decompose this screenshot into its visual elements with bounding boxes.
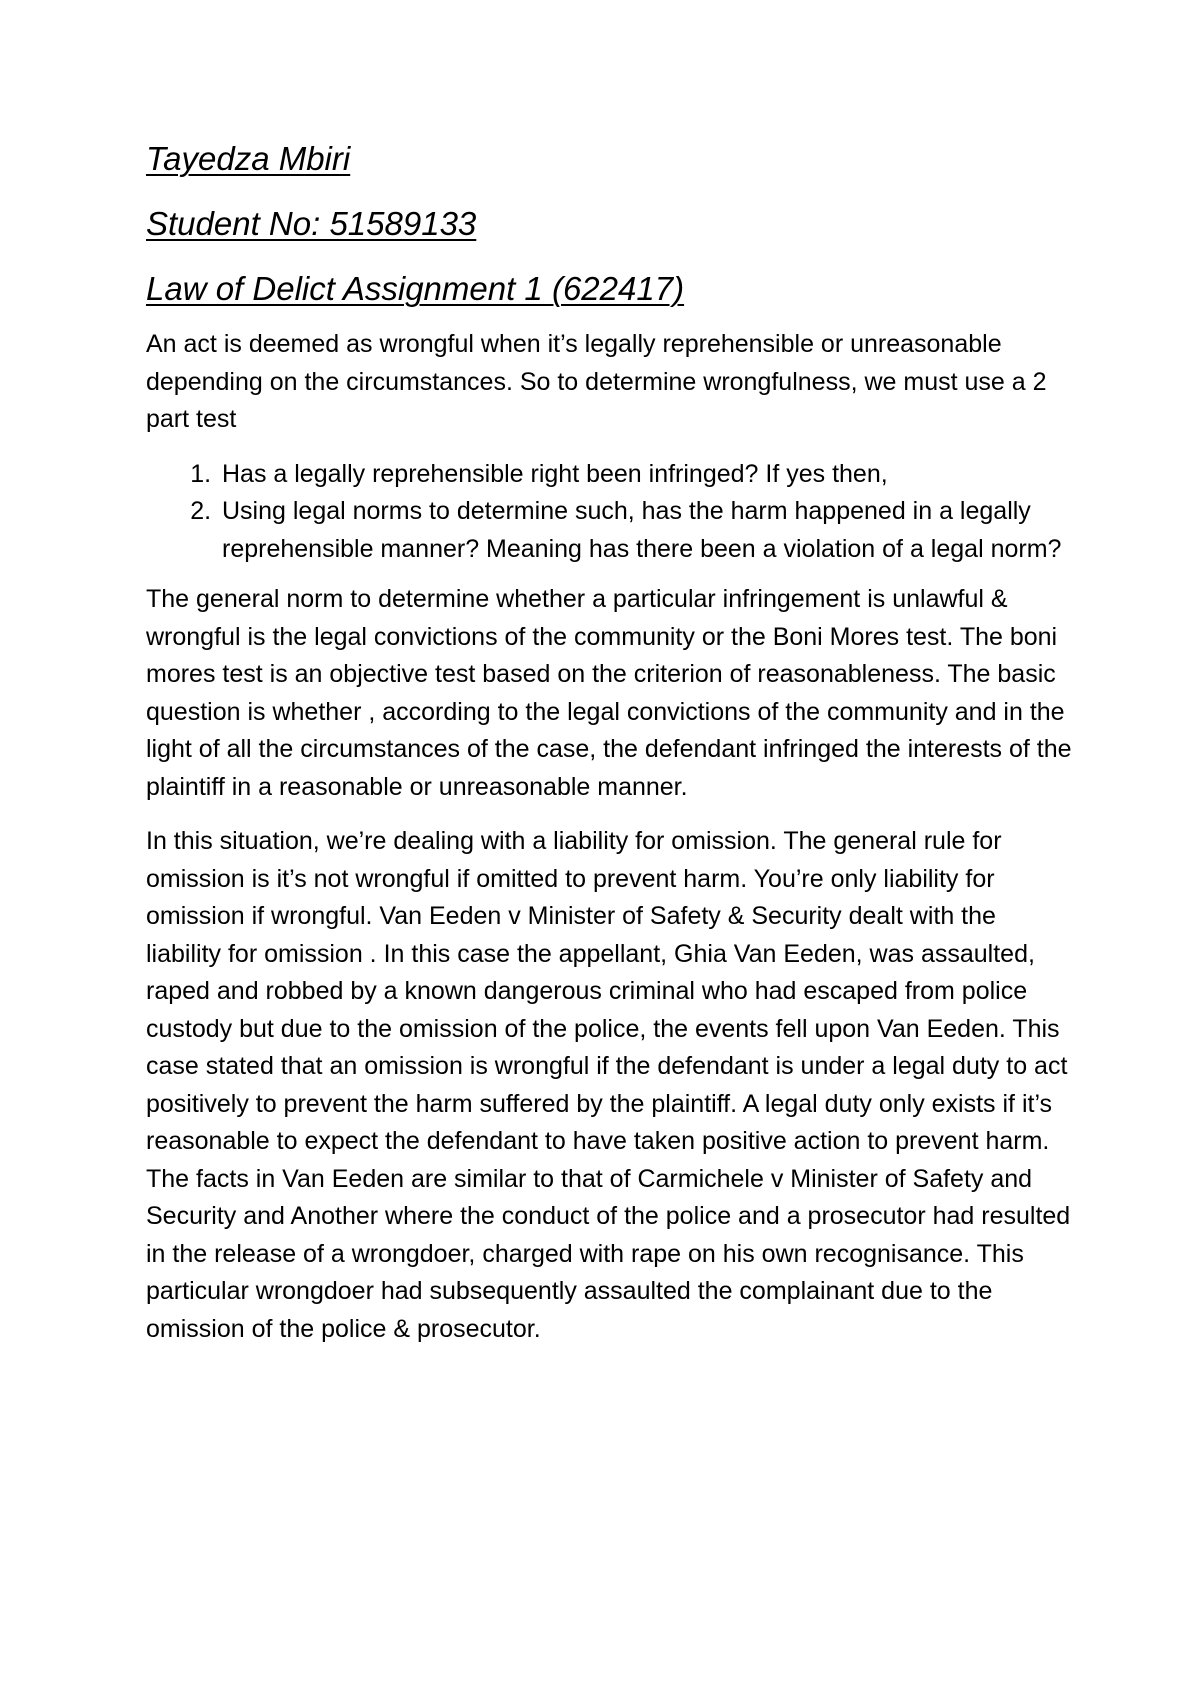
list-item: 1. Has a legally reprehensible right been infringed? If yes then, — [218, 456, 1076, 494]
assignment-title: Law of Delict Assignment 1 (622417) — [146, 270, 685, 307]
student-number: Student No: 51589133 — [146, 205, 477, 242]
list-item: 2. Using legal norms to determine such, has the harm happened in a legally reprehensible manner? Meaning has there been a violation of a legal norm? — [218, 493, 1076, 568]
boni-mores-paragraph: The general norm to determine whether a particular infringement is unlawful & wrongful is the legal convictions of the community or the Boni Mores test. The boni mores test is an objective test based on the criterion of reasonableness. The basic question is whether , according to the legal convictions of the community and in the light of all the circumstances of the case, the defendant infringed the interests of the plaintiff in a reasonable or unreasonable manner. — [146, 585, 1072, 801]
author-name: Tayedza Mbiri — [146, 140, 351, 177]
intro-paragraph: An act is deemed as wrongful when it’s legally reprehensible or unreasonable depending on the circumstances. So to determine wrongfulness, we must use a 2 part test — [146, 330, 1047, 433]
document-body — [146, 140, 1076, 1365]
omission-paragraph: In this situation, we’re dealing with a liability for omission. The general rule for omission is it’s not wrongful if omitted to prevent harm. You’re only liability for omission if wrongful. Van Eeden v Minister of Safety & Security dealt with the liability for omission . In this case the appellant, Ghia Van Eeden, was assaulted, raped and robbed by a known dangerous criminal who had escaped from police custody but due to the omission of the police, the events fell upon Van Eeden. This case stated that an omission is wrongful if the defendant is under a legal duty to act positively to prevent the harm suffered by the plaintiff. A legal duty only exists if it’s reasonable to expect the defendant to have taken positive action to prevent harm. The facts in Van Eeden are similar to that of Carmichele v Minister of Safety and Security and Another where the conduct of the police and a prosecutor had resulted in the release of a wrongdoer, charged with rape on his own recognisance. This particular wrongdoer had subsequently assaulted the complainant due to the omission of the police & prosecutor. — [146, 827, 1071, 1343]
test-steps-list — [146, 456, 1076, 569]
